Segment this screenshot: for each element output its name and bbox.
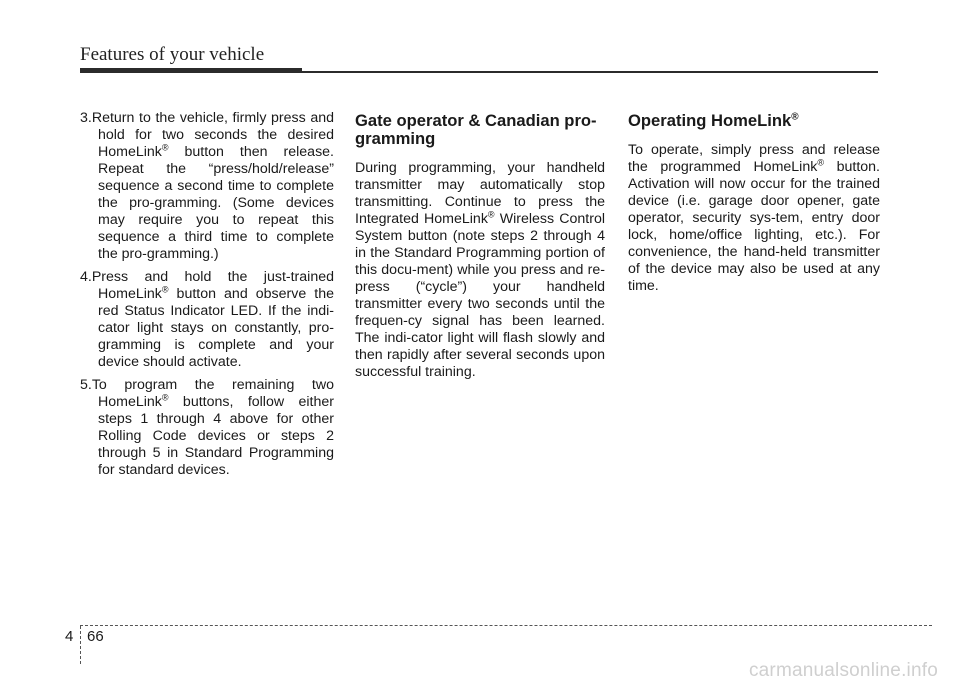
step-number: 5. bbox=[80, 377, 92, 393]
registered-mark: ® bbox=[161, 284, 169, 295]
step-text-cont: buttons, follow either steps 1 through 4 above for other Rolling Code devices or steps 2 through 5 in Standard Programming for standard devices. bbox=[98, 394, 334, 478]
page-number: 66 bbox=[87, 628, 104, 645]
left-column bbox=[80, 110, 334, 485]
step-text-cont: button and observe the red Status Indicator LED. If the indi-cator light stays on constantly, pro-gramming is complete and your device should activate. bbox=[98, 286, 334, 370]
section-title: Features of your vehicle bbox=[80, 44, 265, 65]
header-rule bbox=[80, 71, 878, 73]
step-3 bbox=[80, 110, 334, 263]
step-number: 3. bbox=[80, 110, 92, 126]
paragraph-text-cont: button. Activation will now occur for the trained device (i.e. garage door opener, gate operator, security sys-tem, entry door lock, home/office lighting, etc.). For convenience, the hand-held transmitter of the device may also be used at any time. bbox=[628, 159, 880, 294]
step-4 bbox=[80, 269, 334, 371]
registered-mark: ® bbox=[791, 111, 799, 123]
registered-mark: ® bbox=[161, 392, 169, 403]
footer-divider bbox=[80, 626, 81, 664]
step-text: To program the remaining two HomeLink bbox=[91, 377, 334, 410]
operating-homelink-heading bbox=[628, 112, 880, 130]
step-number: 4. bbox=[80, 269, 92, 285]
registered-mark: ® bbox=[161, 142, 169, 153]
gate-operator-heading: Gate operator & Canadian pro-gramming bbox=[355, 111, 597, 148]
paragraph-text: To operate, simply press and release the programmed HomeLink bbox=[628, 142, 880, 175]
heading-text: Operating HomeLink bbox=[628, 111, 792, 130]
step-text: Press and hold the just-trained HomeLink bbox=[91, 269, 334, 302]
right-column bbox=[628, 112, 880, 295]
registered-mark: ® bbox=[817, 157, 824, 168]
paragraph-text-cont: Wireless Control System button (note steps 2 through 4 in the Standard Programming portion of this docu-ment) while you press and re-press (“cycle”) your handheld transmitter every two seconds until the frequen-cy signal has been learned. The indi-cator light will flash slowly and then rapidly after several seconds upon successful training. bbox=[355, 211, 605, 380]
step-text-cont: button then release. Repeat the “press/hold/release” sequence a second time to complete the pro-gramming. (Some devices may require you to repeat this sequence a third time to complete the pro-gramming.) bbox=[98, 144, 334, 262]
operating-homelink-paragraph bbox=[628, 142, 880, 295]
paragraph-text: During programming, your handheld transmitter may automatically stop transmitting. Continue to press the Integrated HomeLink bbox=[355, 160, 605, 227]
step-5 bbox=[80, 377, 334, 479]
watermark: carmanualsonline.info bbox=[748, 660, 938, 681]
chapter-number: 4 bbox=[65, 628, 74, 645]
step-text: Return to the vehicle, firmly press and hold for two seconds the desired HomeLink bbox=[91, 110, 334, 160]
footer-rule bbox=[80, 625, 932, 626]
registered-mark: ® bbox=[487, 209, 495, 220]
middle-column bbox=[355, 112, 605, 381]
gate-operator-paragraph bbox=[355, 160, 605, 381]
